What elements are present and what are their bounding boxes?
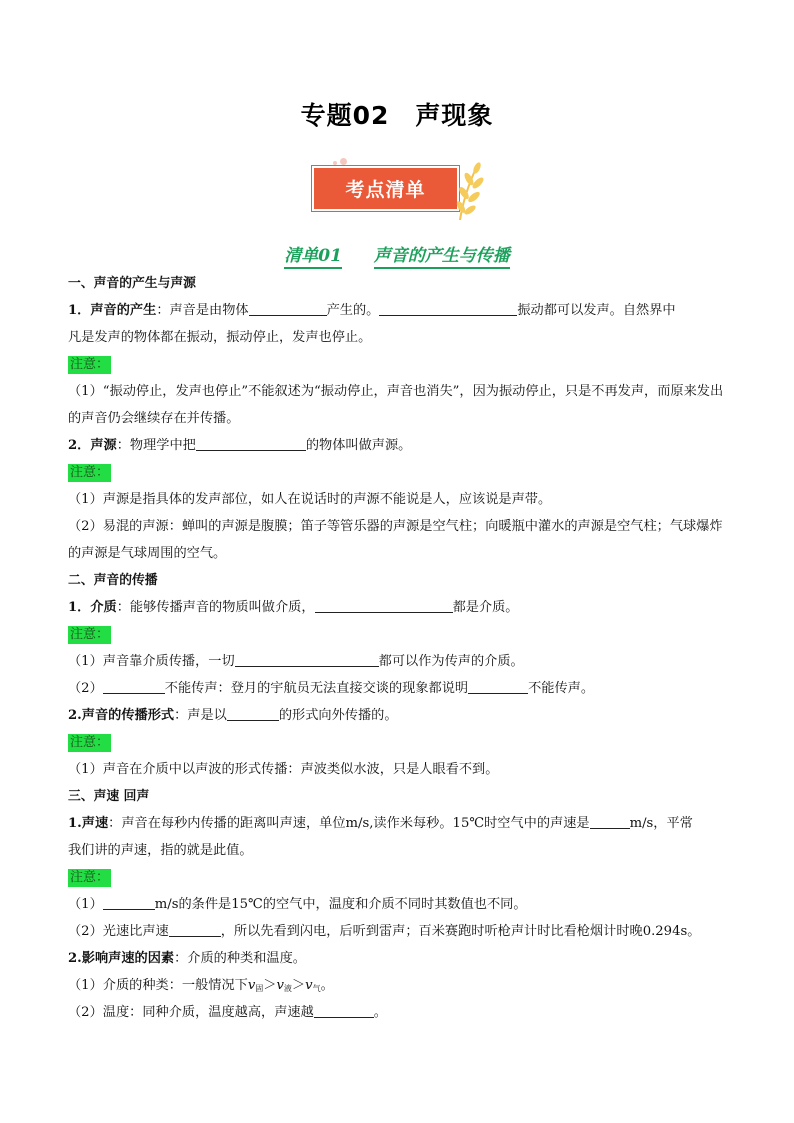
blank <box>196 436 306 451</box>
section-1-title: 一、声音的产生与声源 <box>68 276 196 291</box>
subscript: 固 <box>255 984 264 993</box>
blank <box>169 922 221 937</box>
text: （2） <box>68 681 103 696</box>
text: ：能够传播声音的物质叫做介质， <box>116 600 315 615</box>
paragraph <box>68 594 728 621</box>
note-line <box>68 621 728 648</box>
text: m/s，平常 <box>629 816 693 831</box>
badge-label: 考点清单 <box>312 166 459 211</box>
note-item: （2）易混的声源：蝉叫的声源是腹膜；笛子等管乐器的声源是空气柱；向暖瓶中灌水的声源是空气柱；气球爆炸的声源是气球周围的空气。 <box>68 519 723 561</box>
note-item <box>68 675 728 702</box>
term-label: 2．声源 <box>68 438 117 453</box>
section-heading <box>0 241 794 266</box>
paragraph <box>68 432 728 459</box>
term-label: 1．声音的产生 <box>68 303 157 318</box>
blank <box>468 679 528 694</box>
text: （1）声音靠介质传播，一切 <box>68 654 235 669</box>
note-line <box>68 351 728 378</box>
text: 不能传声。 <box>528 681 595 696</box>
text: ：物理学中把 <box>116 438 196 453</box>
paragraph <box>68 297 728 324</box>
blank <box>103 895 155 910</box>
subscript: 液 <box>283 984 292 993</box>
section-2-title: 二、声音的传播 <box>68 573 158 588</box>
blank <box>590 814 630 829</box>
text: ：介质的种类和温度。 <box>174 951 306 966</box>
text: ：声音在每秒内传播的距离叫声速，单位m/s,读作米每秒。15℃时空气中的声速是 <box>108 816 590 831</box>
text: ＞ <box>263 978 277 993</box>
text: 。 <box>320 978 334 993</box>
subscript: 气 <box>312 984 321 993</box>
note-item <box>68 972 728 999</box>
text: （1）介质的种类：一般情况下 <box>68 978 248 993</box>
section-3-title: 三、声速 回声 <box>68 789 150 804</box>
blank <box>315 598 453 613</box>
text: m/s的条件是15℃的空气中，温度和介质不同时其数值也不同。 <box>154 897 527 912</box>
term-label: 2.影响声速的因素 <box>68 951 175 966</box>
content <box>68 270 728 1026</box>
paragraph: 凡是发声的物体都在振动，振动停止，发声也停止。 <box>68 330 372 345</box>
blank <box>249 301 327 316</box>
blank <box>227 706 279 721</box>
text: 都是介质。 <box>452 600 519 615</box>
text: ：声音是由物体 <box>156 303 249 318</box>
text: （1） <box>68 897 103 912</box>
section-heading-text: 声音的产生与传播 <box>374 246 510 269</box>
paragraph <box>68 702 728 729</box>
text: ＞ <box>291 978 306 993</box>
note-label: 注意： <box>70 465 110 480</box>
note-label: 注意： <box>70 870 110 885</box>
note-item <box>68 648 728 675</box>
section-heading-number: 清单01 <box>284 246 342 269</box>
text: 的物体叫做声源。 <box>305 438 412 453</box>
note-item: （1）声音在介质中以声波的形式传播：声波类似水波，只是人眼看不到。 <box>68 762 499 777</box>
velocity-symbol: v <box>247 978 256 993</box>
term-label: 1.声速 <box>68 816 109 831</box>
blank <box>379 301 517 316</box>
note-label: 注意： <box>70 735 110 750</box>
note-item <box>68 891 728 918</box>
note-line <box>68 729 728 756</box>
badge-dot <box>333 161 337 165</box>
note-item <box>68 918 728 945</box>
badge <box>312 158 488 224</box>
note-label: 注意： <box>70 357 110 372</box>
note-item: （1）声源是指具体的发声部位，如人在说话时的声源不能说是人，应该说是声带。 <box>68 492 552 507</box>
velocity-symbol: v <box>305 978 313 993</box>
blank <box>103 679 165 694</box>
text: 产生的。 <box>326 303 380 318</box>
note-item <box>68 999 728 1026</box>
text: ，所以先看到闪电，后听到雷声；百米赛跑时听枪声计时比看枪烟计时晚0.294s。 <box>220 924 701 939</box>
wheat-icon <box>450 160 484 222</box>
page-title: 专题02 声现象 <box>300 101 494 130</box>
text: 的形式向外传播的。 <box>278 708 398 723</box>
velocity-symbol: v <box>276 978 284 993</box>
note-line <box>68 459 728 486</box>
badge-dot <box>340 158 347 165</box>
text: （2）光速比声速 <box>68 924 169 939</box>
text: 不能传声：登月的宇航员无法直接交谈的现象都说明 <box>164 681 469 696</box>
note-item: （1）“振动停止，发声也停止”不能叙述为“振动停止，声音也消失”，因为振动停止，只是不再发声，而原来发出的声音仍会继续存在并传播。 <box>68 384 724 426</box>
note-line <box>68 864 728 891</box>
blank <box>314 1003 374 1018</box>
text: ：声是以 <box>174 708 227 723</box>
paragraph: 我们讲的声速，指的就是此值。 <box>68 843 253 858</box>
text: 。 <box>373 1005 387 1020</box>
text: 振动都可以发声。自然界中 <box>517 303 676 318</box>
term-label: 1．介质 <box>68 600 117 615</box>
paragraph <box>68 945 728 972</box>
text: （2）温度：同种介质，温度越高，声速越 <box>68 1005 314 1020</box>
note-label: 注意： <box>70 627 110 642</box>
term-label: 2.声音的传播形式 <box>68 708 175 723</box>
blank <box>235 652 379 667</box>
text: 都可以作为传声的介质。 <box>378 654 524 669</box>
paragraph <box>68 810 728 837</box>
